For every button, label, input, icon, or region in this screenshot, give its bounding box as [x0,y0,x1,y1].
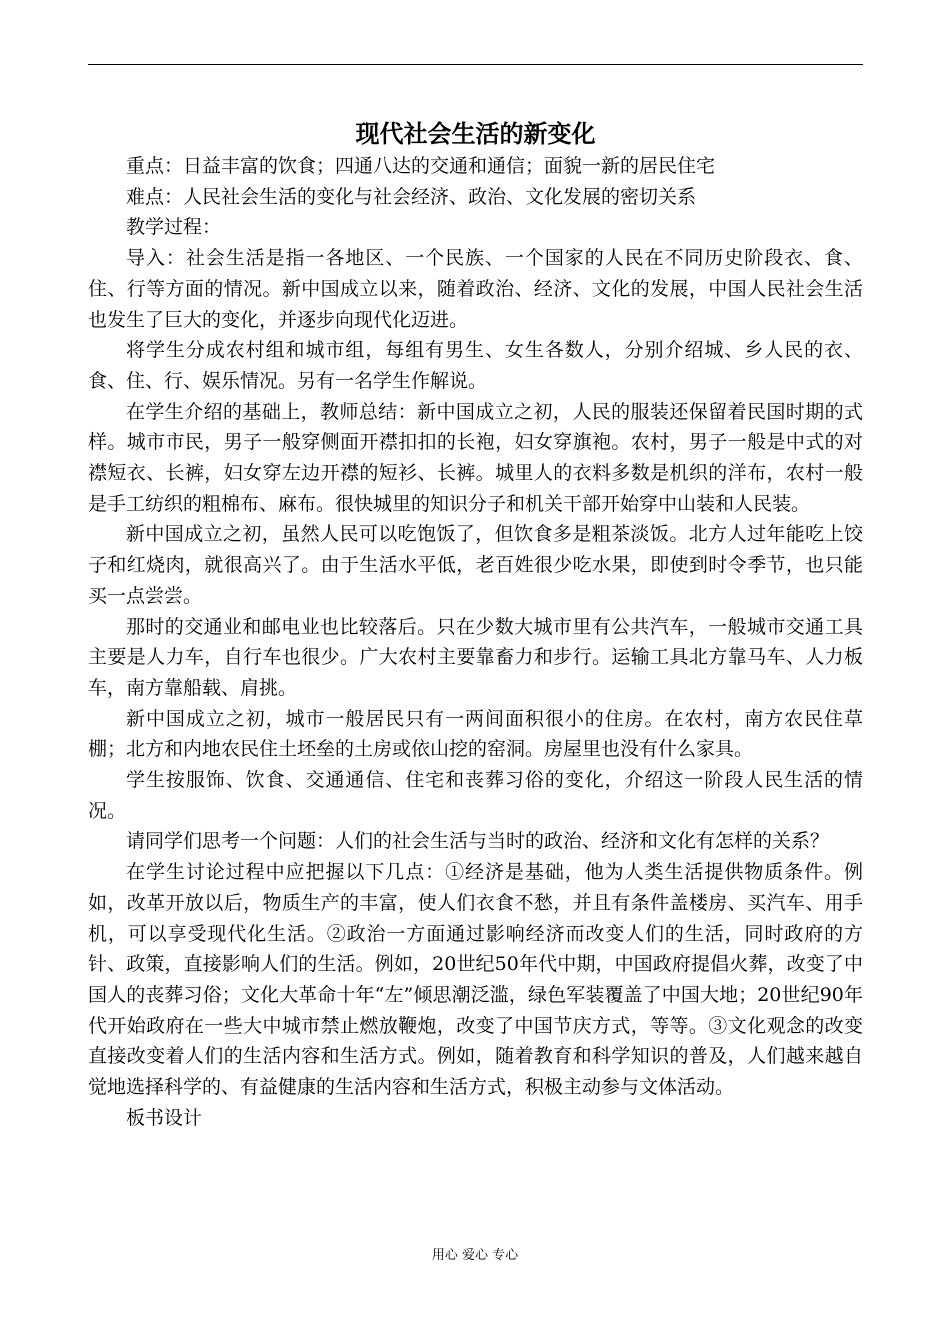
paragraph-board-design: 板书设计 [126,1106,203,1129]
paragraph-clothing: 在学生介绍的基础上，教师总结：新中国成立之初，人民的服装还保留着民国时期的式样。城市市民，男子一般穿侧面开襟扣扣的长袍，妇女穿旗袍。农村，男子一般是中式的对襟短衣、长裤，妇女穿左边开襟的短衫、长裤。城里人的衣料多数是机织的洋布，农村一般是手工纺织的粗棉布、麻布。很快城里的知识分子和机关干部开始穿中山装和人民装。 [88,400,863,515]
paragraph-question: 请同学们思考一个问题：人们的社会生活与当时的政治、经济和文化有怎样的关系？ [126,830,830,853]
document-title: 现代社会生活的新变化 [355,120,596,148]
paragraph-food: 新中国成立之初，虽然人民可以吃饱饭了，但饮食多是粗茶淡饭。北方人过年能吃上饺子和红烧肉，就很高兴了。由于生活水平低，老百姓很少吃水果，即使到时令季节，也只能买一点尝尝。 [88,523,863,607]
header-rule [88,64,863,65]
page-footer: 用心 爱心 专心 [431,1248,519,1263]
paragraph-transport: 那时的交通业和邮电业也比较落后。只在少数大城市里有公共汽车，一般城市交通工具主要是人力车，自行车也很少。广大农村主要靠畜力和步行。运输工具北方靠马车、人力板车，南方靠船载、肩挑。 [88,615,863,699]
paragraph-grouping: 将学生分成农村组和城市组，每组有男生、女生各数人，分别介绍城、乡人民的衣、食、住、行、娱乐情况。另有一名学生作解说。 [88,339,863,392]
process-label: 教学过程： [126,216,222,239]
paragraph-intro: 导入：社会生活是指一各地区、一个民族、一个国家的人民在不同历史阶段衣、食、住、行等方面的情况。新中国成立以来，随着政治、经济、文化的发展，中国人民社会生活也发生了巨大的变化，并逐步向现代化迈进。 [88,247,863,331]
document-body [88,151,863,1134]
paragraph-student-activity: 学生按服饰、饮食、交通通信、住宅和丧葬习俗的变化，介绍这一阶段人民生活的情况。 [88,769,863,822]
key-points: 重点：日益丰富的饮食；四通八达的交通和通信；面貌一新的居民住宅 [126,155,716,177]
paragraph-discussion: 在学生讨论过程中应把握以下几点：①经济是基础，他为人类生活提供物质条件。例如，改革开放以后，物质生产的丰富，使人们衣食不愁，并且有条件盖楼房、买汽车、用手机，可以享受现代化生活。②政治一方面通过影响经济而改变人们的生活，同时政府的方针、政策，直接影响人们的生活。例如，20世纪50年代中期，中国政府提倡火葬，改变了中国人的丧葬习俗；文化大革命十年“左”倾思潮泛滥，绿色军装覆盖了中国大地；20世纪90年代开始政府在一些大中城市禁止燃放鞭炮，改变了中国节庆方式，等等。③文化观念的改变直接改变着人们的生活内容和生活方式。例如，随着教育和科学知识的普及，人们越来越自觉地选择科学的、有益健康的生活内容和生活方式，积极主动参与文体活动。 [88,861,863,1099]
paragraph-housing: 新中国成立之初，城市一般居民只有一两间面积很小的住房。在农村，南方农民住草棚；北方和内地农民住土坯垒的土房或依山挖的窑洞。房屋里也没有什么家具。 [88,707,863,761]
difficult-points: 难点：人民社会生活的变化与社会经济、政治、文化发展的密切关系 [126,185,697,208]
